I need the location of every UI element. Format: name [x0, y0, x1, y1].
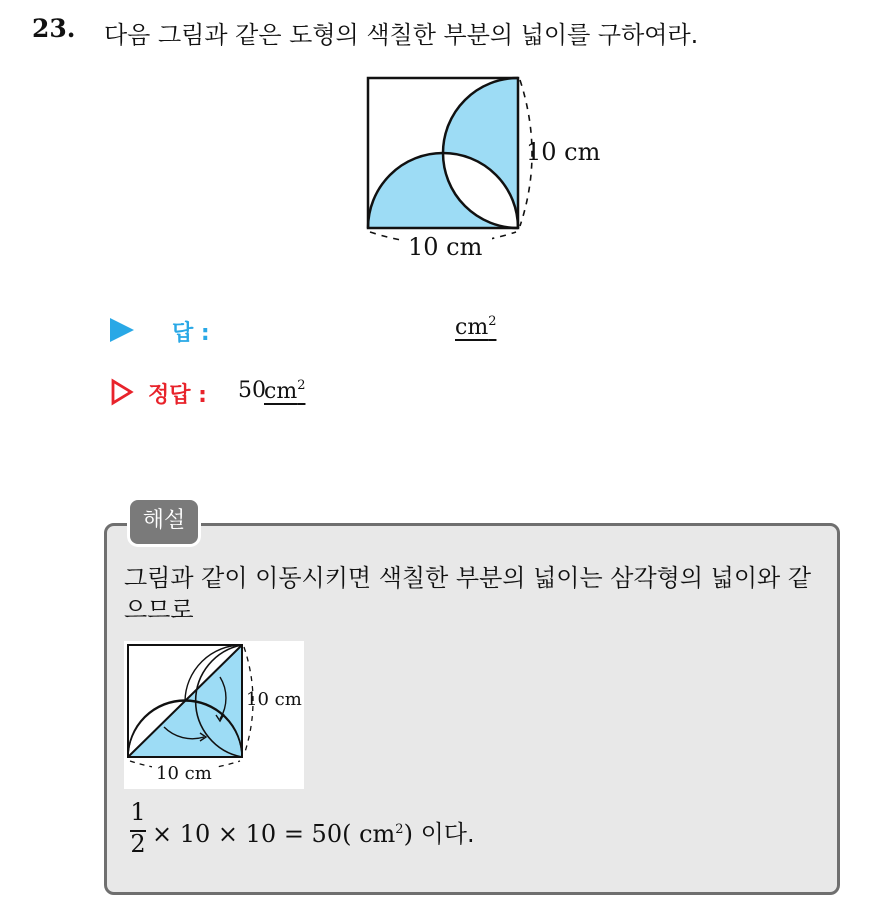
bottom-dimension-label: 10 cm — [156, 763, 212, 784]
bottom-dimension-label: 10 cm — [408, 233, 483, 261]
explanation-text: 그림과 같이 이동시키면 색칠한 부분의 넓이는 삼각형의 넓이와 같으므로 — [124, 564, 811, 624]
solution-value: 50 — [238, 378, 266, 403]
solution-label: 정답 : — [148, 383, 207, 408]
right-dimension-label: 10 cm — [526, 138, 601, 166]
answer-label: 답 : — [172, 321, 210, 346]
explanation-tab: 해설 — [130, 500, 198, 544]
question-text: 다음 그림과 같은 도형의 색칠한 부분의 넓이를 구하여라. — [104, 21, 699, 49]
formula-expression: × 10 × 10 = 50( $cm^2$) 이다. — [152, 820, 475, 848]
fraction-numerator: 1 — [130, 798, 146, 826]
problem-figure — [348, 64, 628, 274]
question-number: 23. — [32, 14, 76, 43]
solution-unit: $cm^2$ — [264, 378, 306, 404]
answer-unit: $cm^2$ — [455, 314, 497, 340]
explanation-figure — [124, 641, 304, 789]
solution-row — [110, 374, 530, 414]
fraction-denominator: 2 — [130, 830, 146, 858]
right-dimension-label: 10 cm — [246, 689, 302, 710]
answer-row — [110, 312, 530, 352]
area-formula — [124, 798, 724, 862]
outline-triangle-icon — [110, 378, 134, 406]
play-triangle-icon — [110, 318, 134, 342]
